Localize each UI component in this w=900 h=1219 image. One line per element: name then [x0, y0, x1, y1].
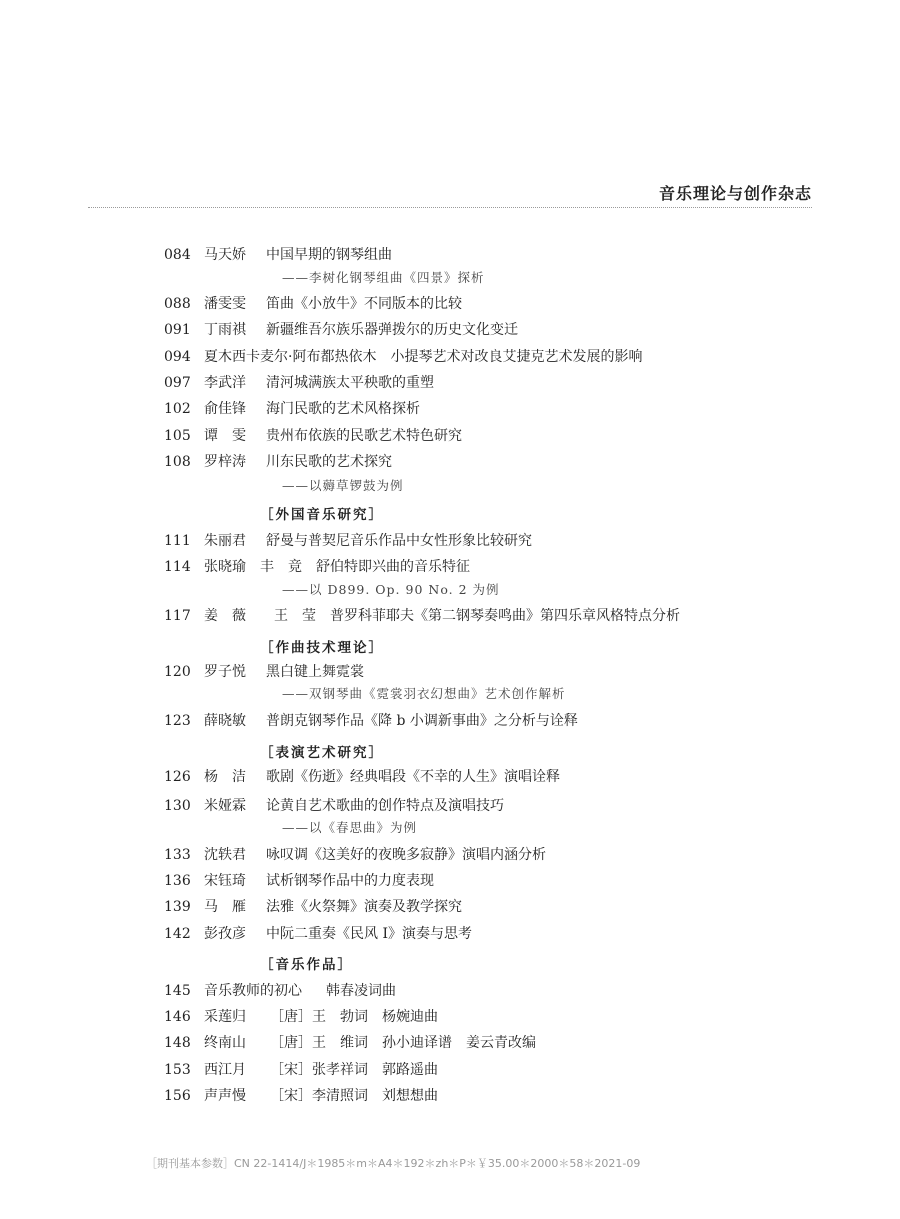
- toc-entry[interactable]: [164, 295, 462, 313]
- page-number: 084: [164, 247, 191, 263]
- toc-entry[interactable]: [164, 768, 560, 786]
- page-number: 142: [164, 926, 191, 942]
- article-title: 川东民歌的艺术探究: [266, 454, 392, 470]
- section-heading: ［音乐作品］: [260, 957, 353, 973]
- article-title: 海门民歌的艺术风格探析: [266, 401, 420, 417]
- article-title: 音乐教师的初心: [204, 983, 302, 999]
- author-name: 姜 薇 王 莹: [204, 608, 316, 624]
- toc-entry[interactable]: [164, 1008, 438, 1026]
- toc-entry[interactable]: [164, 982, 396, 1000]
- toc-entry[interactable]: [164, 1034, 536, 1052]
- author-name: 潘雯雯: [204, 296, 246, 312]
- song-credit: ［宋］张孝祥词 郭路遥曲: [270, 1062, 438, 1078]
- toc-entry[interactable]: [164, 663, 364, 681]
- page-number: 156: [164, 1088, 191, 1104]
- toc-entry[interactable]: [164, 898, 462, 916]
- toc-entry[interactable]: [164, 321, 518, 339]
- toc-entry[interactable]: [164, 427, 462, 445]
- toc-entry[interactable]: [164, 246, 392, 264]
- page-number: 102: [164, 401, 191, 417]
- article-title: 普罗科菲耶夫《第二钢琴奏鸣曲》第四乐章风格特点分析: [330, 608, 680, 624]
- page-number: 145: [164, 983, 191, 999]
- article-title: 舒曼与普契尼音乐作品中女性形象比较研究: [266, 533, 532, 549]
- page-number: 153: [164, 1062, 191, 1078]
- article-title: 贵州布依族的民歌艺术特色研究: [266, 428, 462, 444]
- toc-entry[interactable]: [164, 400, 420, 418]
- toc-entry[interactable]: [164, 925, 472, 943]
- author-name: 丁雨祺: [204, 322, 246, 338]
- author-name: 马 雁: [204, 899, 246, 915]
- author-name: 谭 雯: [204, 428, 246, 444]
- article-subtitle: ——李树化钢琴组曲《四景》探析: [282, 270, 485, 285]
- toc-entry[interactable]: [164, 1087, 438, 1105]
- author-name: 宋钰琦: [204, 873, 246, 889]
- article-title: 中阮二重奏《民风 I》演奏与思考: [266, 926, 472, 942]
- journal-parameters: ［期刊基本参数］CN 22-1414/J＊1985＊m＊A4＊192＊zh＊P＊￥35.00＊2000＊58＊2021-09: [146, 1157, 641, 1170]
- page-number: 133: [164, 847, 191, 863]
- song-credit: ［唐］王 勃词 杨婉迪曲: [270, 1009, 438, 1025]
- author-name: 张晓瑜 丰 竞: [204, 559, 302, 575]
- author-name: 杨 洁: [204, 769, 246, 785]
- article-title: 笛曲《小放牛》不同版本的比较: [266, 296, 462, 312]
- journal-title: 音乐理论与创作杂志: [658, 184, 812, 203]
- author-name: 罗子悦: [204, 664, 246, 680]
- article-title: 采莲归: [204, 1009, 246, 1025]
- page-number: 139: [164, 899, 191, 915]
- page-number: 120: [164, 664, 191, 680]
- page-number: 097: [164, 375, 191, 391]
- page-number: 136: [164, 873, 191, 889]
- author-name: 罗梓涛: [204, 454, 246, 470]
- article-subtitle: ——以 D899. Op. 90 No. 2 为例: [282, 582, 500, 597]
- song-credit: ［唐］王 维词 孙小迪译谱 姜云青改编: [270, 1035, 536, 1051]
- page-number: 091: [164, 322, 191, 338]
- article-title: 清河城满族太平秧歌的重塑: [266, 375, 434, 391]
- article-title: 试析钢琴作品中的力度表现: [266, 873, 434, 889]
- page-number: 148: [164, 1035, 191, 1051]
- article-subtitle: ——以《春思曲》为例: [282, 820, 418, 835]
- song-credit: 韩春凌词曲: [326, 983, 396, 999]
- page-number: 117: [164, 608, 191, 624]
- article-title: 咏叹调《这美好的夜晚多寂静》演唱内涵分析: [266, 847, 546, 863]
- article-title: 舒伯特即兴曲的音乐特征: [316, 559, 470, 575]
- page-number: 094: [164, 349, 191, 365]
- author-name: 马天娇: [204, 247, 246, 263]
- page-number: 123: [164, 713, 191, 729]
- article-title: 小提琴艺术对改良艾捷克艺术发展的影响: [390, 349, 643, 365]
- author-name: 彭孜彦: [204, 926, 246, 942]
- author-name: 夏木西卡麦尔·阿布都热依木: [204, 349, 377, 365]
- author-name: 俞佳锋: [204, 401, 246, 417]
- author-name: 朱丽君: [204, 533, 246, 549]
- toc-entry[interactable]: [164, 558, 470, 576]
- author-name: 薛晓敏: [204, 713, 246, 729]
- author-name: 李武洋: [204, 375, 246, 391]
- article-subtitle: ——以薅草锣鼓为例: [282, 478, 404, 493]
- section-heading: ［作曲技术理论］: [260, 640, 384, 656]
- page-number: 114: [164, 559, 191, 575]
- article-title: 西江月: [204, 1062, 246, 1078]
- page-number: 088: [164, 296, 191, 312]
- article-title: 中国早期的钢琴组曲: [266, 247, 392, 263]
- article-title: 新疆维吾尔族乐器弹拨尔的历史文化变迁: [266, 322, 518, 338]
- page-number: 108: [164, 454, 191, 470]
- author-name: 沈轶君: [204, 847, 246, 863]
- toc-entry[interactable]: [164, 607, 680, 625]
- toc-entry[interactable]: [164, 872, 434, 890]
- page-number: 126: [164, 769, 191, 785]
- article-title: 法雅《火祭舞》演奏及教学探究: [266, 899, 462, 915]
- article-subtitle: ——双钢琴曲《霓裳羽衣幻想曲》艺术创作解析: [282, 686, 566, 701]
- toc-entry[interactable]: [164, 374, 434, 392]
- toc-entry[interactable]: [164, 846, 546, 864]
- toc-entry[interactable]: [164, 348, 642, 366]
- section-heading: ［表演艺术研究］: [260, 745, 384, 761]
- page-number: 130: [164, 798, 191, 814]
- page-number: 105: [164, 428, 191, 444]
- article-title: 论黄自艺术歌曲的创作特点及演唱技巧: [266, 798, 504, 814]
- article-title: 普朗克钢琴作品《降 b 小调新事曲》之分析与诠释: [266, 713, 578, 729]
- article-title: 黑白键上舞霓裳: [266, 664, 364, 680]
- page-number: 111: [164, 533, 191, 549]
- article-title: 声声慢: [204, 1088, 246, 1104]
- song-credit: ［宋］李清照词 刘想想曲: [270, 1088, 438, 1104]
- article-title: 歌剧《伤逝》经典唱段《不幸的人生》演唱诠释: [266, 769, 560, 785]
- article-title: 终南山: [204, 1035, 246, 1051]
- toc-entry[interactable]: [164, 797, 504, 815]
- section-heading: ［外国音乐研究］: [260, 507, 384, 523]
- toc-entry[interactable]: [164, 532, 532, 550]
- toc-entry[interactable]: [164, 712, 578, 730]
- author-name: 米娅霖: [204, 798, 246, 814]
- page-number: 146: [164, 1009, 191, 1025]
- toc-entry[interactable]: [164, 1061, 438, 1079]
- toc-entry[interactable]: [164, 453, 392, 471]
